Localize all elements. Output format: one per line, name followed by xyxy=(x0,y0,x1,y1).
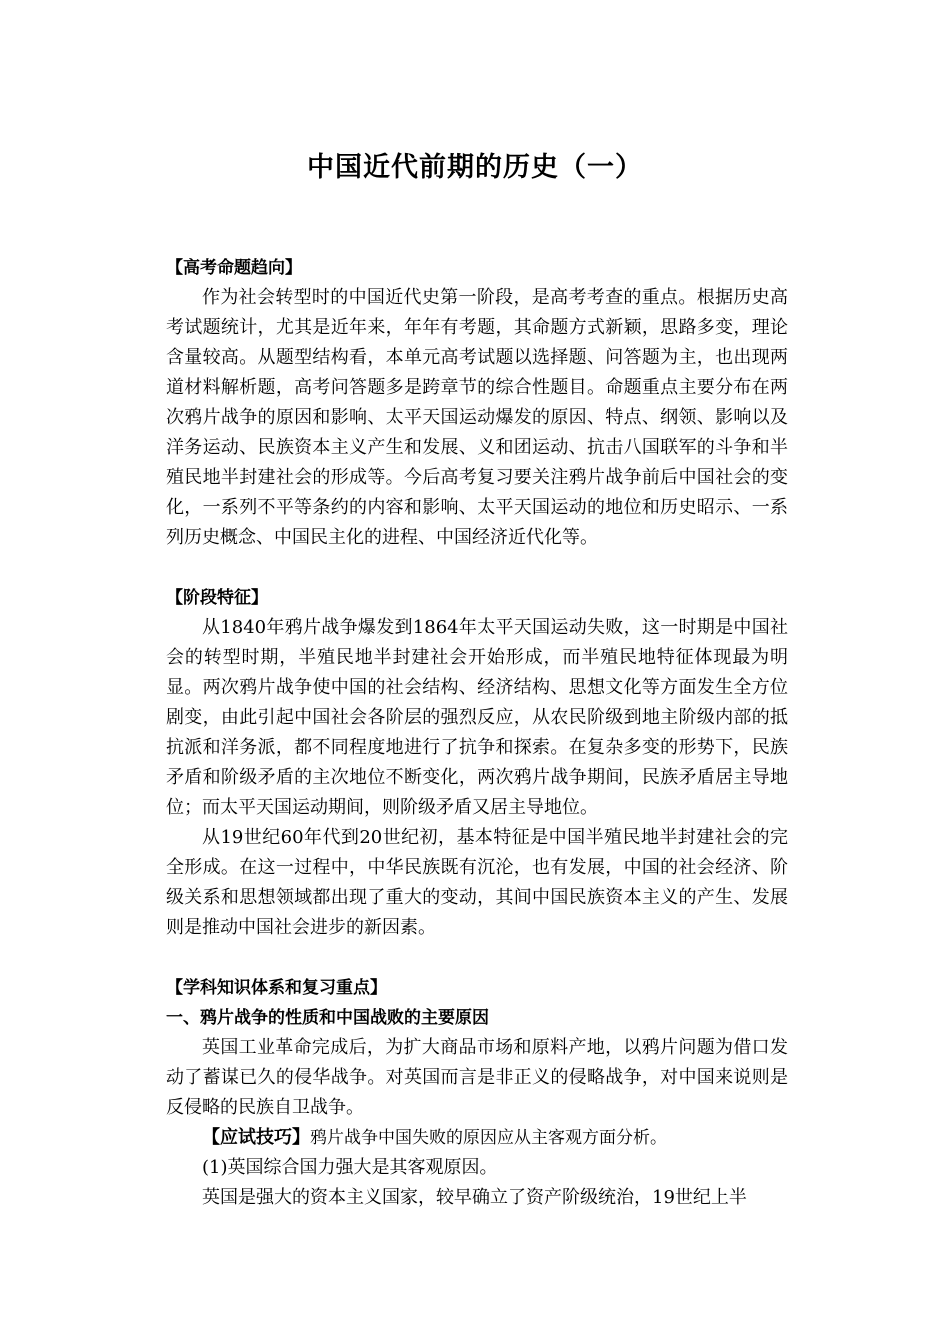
section-gap xyxy=(166,943,788,973)
section-gap xyxy=(166,553,788,583)
paragraph-exam-trend: 作为社会转型时的中国近代史第一阶段，是高考考查的重点。根据历史高考试题统计，尤其是近年来，年年有考题，其命题方式新颖，思路多变，理论含量较高。从题型结构看，本单元高考试题以选择题、问答题为主，也出现两道材料解析题，高考问答题多是跨章节的综合性题目。命题重点主要分布在两次鸦片战争的原因和影响、太平天国运动爆发的原因、特点、纲领、影响以及洋务运动、民族资本主义产生和发展、义和团运动、抗击八国联军的斗争和半殖民地半封建社会的形成等。今后高考复习要关注鸦片战争前后中国社会的变化，一系列不平等条约的内容和影响、太平天国运动的地位和历史昭示、一系列历史概念、中国民主化的进程、中国经济近代化等。 xyxy=(166,287,788,548)
paragraph-britain-power: 英国是强大的资本主义国家，较早确立了资产阶级统治，19世纪上半 xyxy=(202,1187,747,1208)
exam-tip-label: 【应试技巧】 xyxy=(202,1127,310,1148)
section-heading-stage-features: 【阶段特征】 xyxy=(166,588,268,608)
page-title: 中国近代前期的历史（一） xyxy=(307,152,643,183)
point-1: (1)英国综合国力强大是其客观原因。 xyxy=(202,1157,498,1178)
exam-tip-text: 鸦片战争中国失败的原因应从主客观方面分析。 xyxy=(310,1128,667,1148)
section-heading-knowledge-system: 【学科知识体系和复习重点】 xyxy=(166,978,387,998)
paragraph-stage-features-2: 从19世纪60年代到20世纪初，基本特征是中国半殖民地半封建社会的完全形成。在这一过程中，中华民族既有沉沦，也有发展，中国的社会经济、阶级关系和思想领域都出现了重大的变动，其间中国民族资本主义的产生、发展则是推动中国社会进步的新因素。 xyxy=(166,827,788,938)
paragraph-opium-war-nature: 英国工业革命完成后，为扩大商品市场和原料产地，以鸦片问题为借口发动了蓄谋已久的侵华战争。对英国而言是非正义的侵略战争，对中国来说则是反侵略的民族自卫战争。 xyxy=(166,1037,788,1118)
paragraph-stage-features-1: 从1840年鸦片战争爆发到1864年太平天国运动失败，这一时期是中国社会的转型时期，半殖民地半封建社会开始形成，而半殖民地特征体现最为明显。两次鸦片战争使中国的社会结构、经济结构、思想文化等方面发生全方位剧变，由此引起中国社会各阶层的强烈反应，从农民阶级到地主阶级内部的抵抗派和洋务派，都不同程度地进行了抗争和探索。在复杂多变的形势下，民族矛盾和阶级矛盾的主次地位不断变化，两次鸦片战争期间，民族矛盾居主导地位；而太平天国运动期间，则阶级矛盾又居主导地位。 xyxy=(166,617,788,818)
subheading-opium-war: 一、鸦片战争的性质和中国战败的主要原因 xyxy=(166,1008,489,1028)
document-body xyxy=(166,253,788,1213)
exam-tip xyxy=(166,1123,788,1153)
section-heading-exam-trend: 【高考命题趋向】 xyxy=(166,258,302,278)
